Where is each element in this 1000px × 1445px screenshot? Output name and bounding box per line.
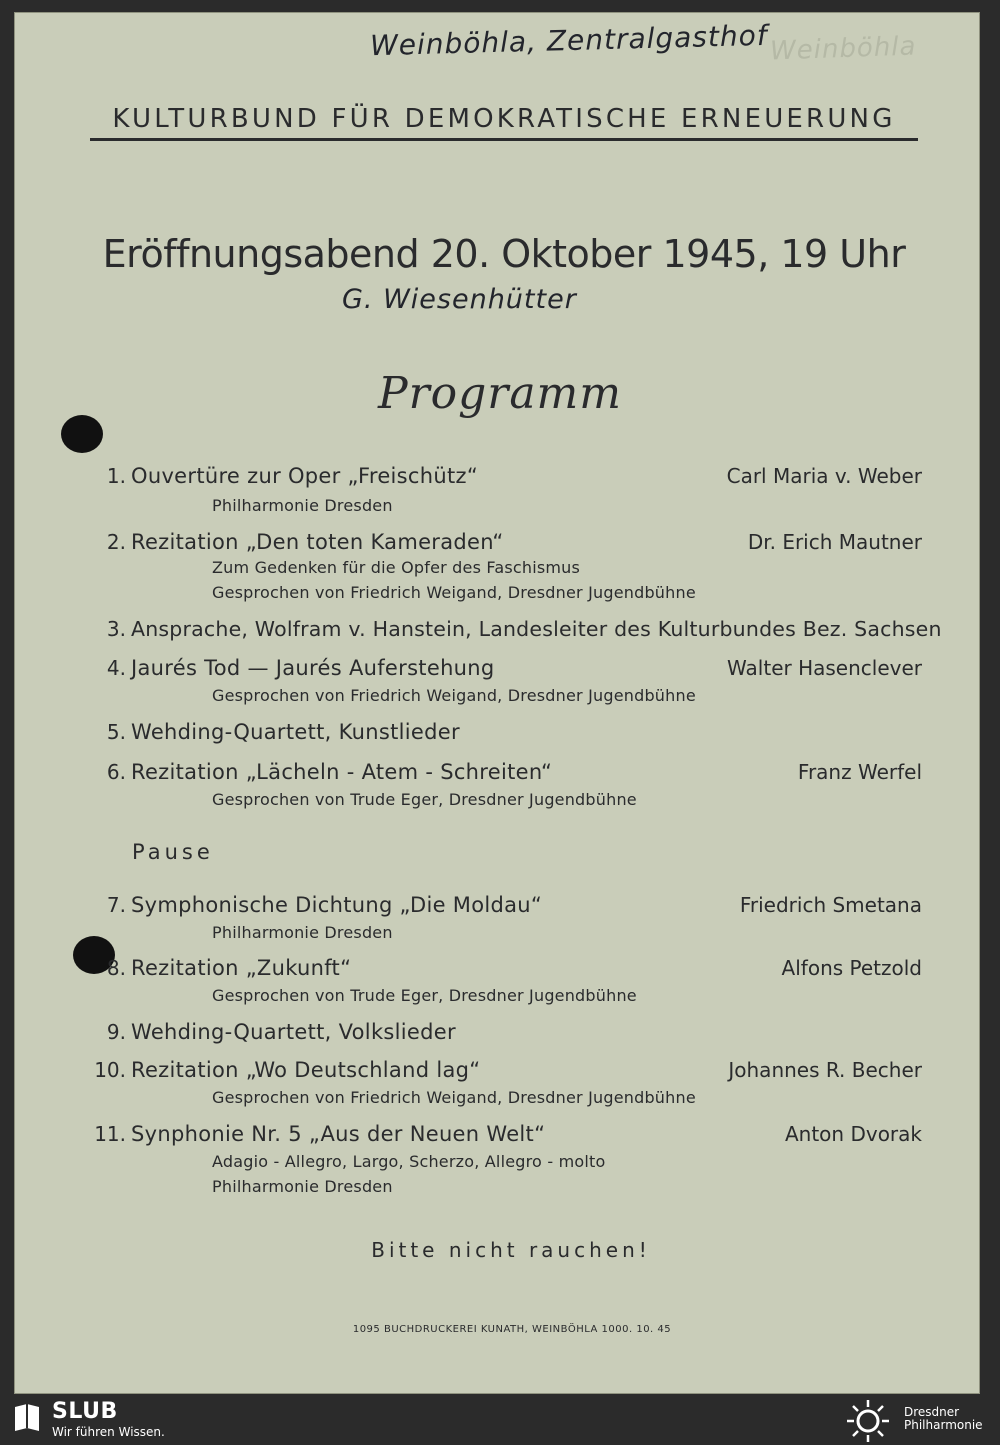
slub-name[interactable]: SLUB bbox=[52, 1399, 118, 1424]
no-smoking-notice: Bitte nicht rauchen! bbox=[371, 1238, 651, 1262]
item-author: Anton Dvorak bbox=[784, 1122, 922, 1146]
item-title: Ansprache, Wolfram v. Hanstein, Landesleiter des Kulturbundes Bez. Sachsen bbox=[131, 617, 942, 641]
item-detail: Zum Gedenken für die Opfer des Faschismus bbox=[212, 558, 581, 577]
philharmonie-name bbox=[904, 1406, 994, 1432]
program-heading: Programm bbox=[377, 368, 622, 419]
item-detail: Adagio - Allegro, Largo, Scherzo, Allegro - molto bbox=[212, 1152, 606, 1171]
item-number: 2. bbox=[106, 530, 126, 554]
item-title: Wehding-Quartett, Kunstlieder bbox=[131, 720, 460, 744]
item-author: Walter Hasenclever bbox=[727, 656, 922, 680]
item-number: 8. bbox=[106, 956, 126, 980]
item-detail: Philharmonie Dresden bbox=[212, 923, 393, 942]
item-title: Symphonische Dichtung „Die Moldau“ bbox=[131, 893, 543, 917]
item-detail: Gesprochen von Friedrich Weigand, Dresdner Jugendbühne bbox=[212, 1088, 696, 1107]
handwritten-name: G. Wiesenhütter bbox=[342, 284, 577, 315]
item-author: Friedrich Smetana bbox=[739, 893, 922, 917]
item-title: Wehding-Quartett, Volkslieder bbox=[131, 1020, 456, 1044]
item-detail: Philharmonie Dresden bbox=[212, 1177, 393, 1196]
item-author: Dr. Erich Mautner bbox=[747, 530, 922, 554]
slub-tagline: Wir führen Wissen. bbox=[52, 1425, 165, 1439]
item-author: Franz Werfel bbox=[797, 760, 922, 784]
item-author: Carl Maria v. Weber bbox=[726, 464, 922, 488]
item-number: 9. bbox=[106, 1020, 126, 1044]
item-number: 1. bbox=[106, 464, 126, 488]
item-title: Rezitation „Zukunft“ bbox=[131, 956, 352, 980]
item-detail: Gesprochen von Friedrich Weigand, Dresdner Jugendbühne bbox=[212, 583, 696, 602]
item-detail: Gesprochen von Friedrich Weigand, Dresdner Jugendbühne bbox=[212, 686, 696, 705]
item-number: 10. bbox=[94, 1058, 126, 1082]
handwritten-location: Weinböhla, Zentralgasthof bbox=[369, 18, 769, 63]
item-number: 11. bbox=[94, 1122, 126, 1146]
item-title: Rezitation „Wo Deutschland lag“ bbox=[131, 1058, 481, 1082]
slub-logo-icon[interactable] bbox=[14, 1403, 40, 1433]
organization-heading: KULTURBUND FÜR DEMOKRATISCHE ERNEUERUNG bbox=[90, 104, 918, 141]
item-title: Jaurés Tod — Jaurés Auferstehung bbox=[131, 656, 495, 680]
philharmonie-logo-icon[interactable] bbox=[842, 1399, 894, 1443]
item-number: 3. bbox=[106, 617, 126, 641]
item-detail: Philharmonie Dresden bbox=[212, 496, 393, 515]
footer-bar bbox=[0, 1395, 1000, 1445]
item-number: 5. bbox=[106, 720, 126, 744]
item-number: 6. bbox=[106, 760, 126, 784]
punch-hole bbox=[61, 415, 103, 453]
item-title: Rezitation „Lächeln - Atem - Schreiten“ bbox=[131, 760, 553, 784]
item-title: Ouvertüre zur Oper „Freischütz“ bbox=[131, 464, 479, 488]
item-detail: Gesprochen von Trude Eger, Dresdner Jugendbühne bbox=[212, 790, 637, 809]
printer-imprint: 1095 BUCHDRUCKEREI KUNATH, WEINBÖHLA 1000. 10. 45 bbox=[352, 1324, 672, 1335]
philharmonie-name-line2: Philharmonie bbox=[904, 1418, 983, 1432]
faint-handwritten-note: Weinböhla bbox=[769, 31, 917, 67]
intermission-label: Pause bbox=[132, 840, 214, 864]
philharmonie-name-line1: Dresdner bbox=[904, 1405, 960, 1419]
item-author: Johannes R. Becher bbox=[728, 1058, 922, 1082]
item-number: 7. bbox=[106, 893, 126, 917]
event-title: Eröffnungsabend 20. Oktober 1945, 19 Uhr bbox=[102, 232, 906, 276]
item-title: Rezitation „Den toten Kameraden“ bbox=[131, 530, 504, 554]
item-author: Alfons Petzold bbox=[781, 956, 922, 980]
item-number: 4. bbox=[106, 656, 126, 680]
item-detail: Gesprochen von Trude Eger, Dresdner Jugendbühne bbox=[212, 986, 637, 1005]
item-title: Synphonie Nr. 5 „Aus der Neuen Welt“ bbox=[131, 1122, 546, 1146]
